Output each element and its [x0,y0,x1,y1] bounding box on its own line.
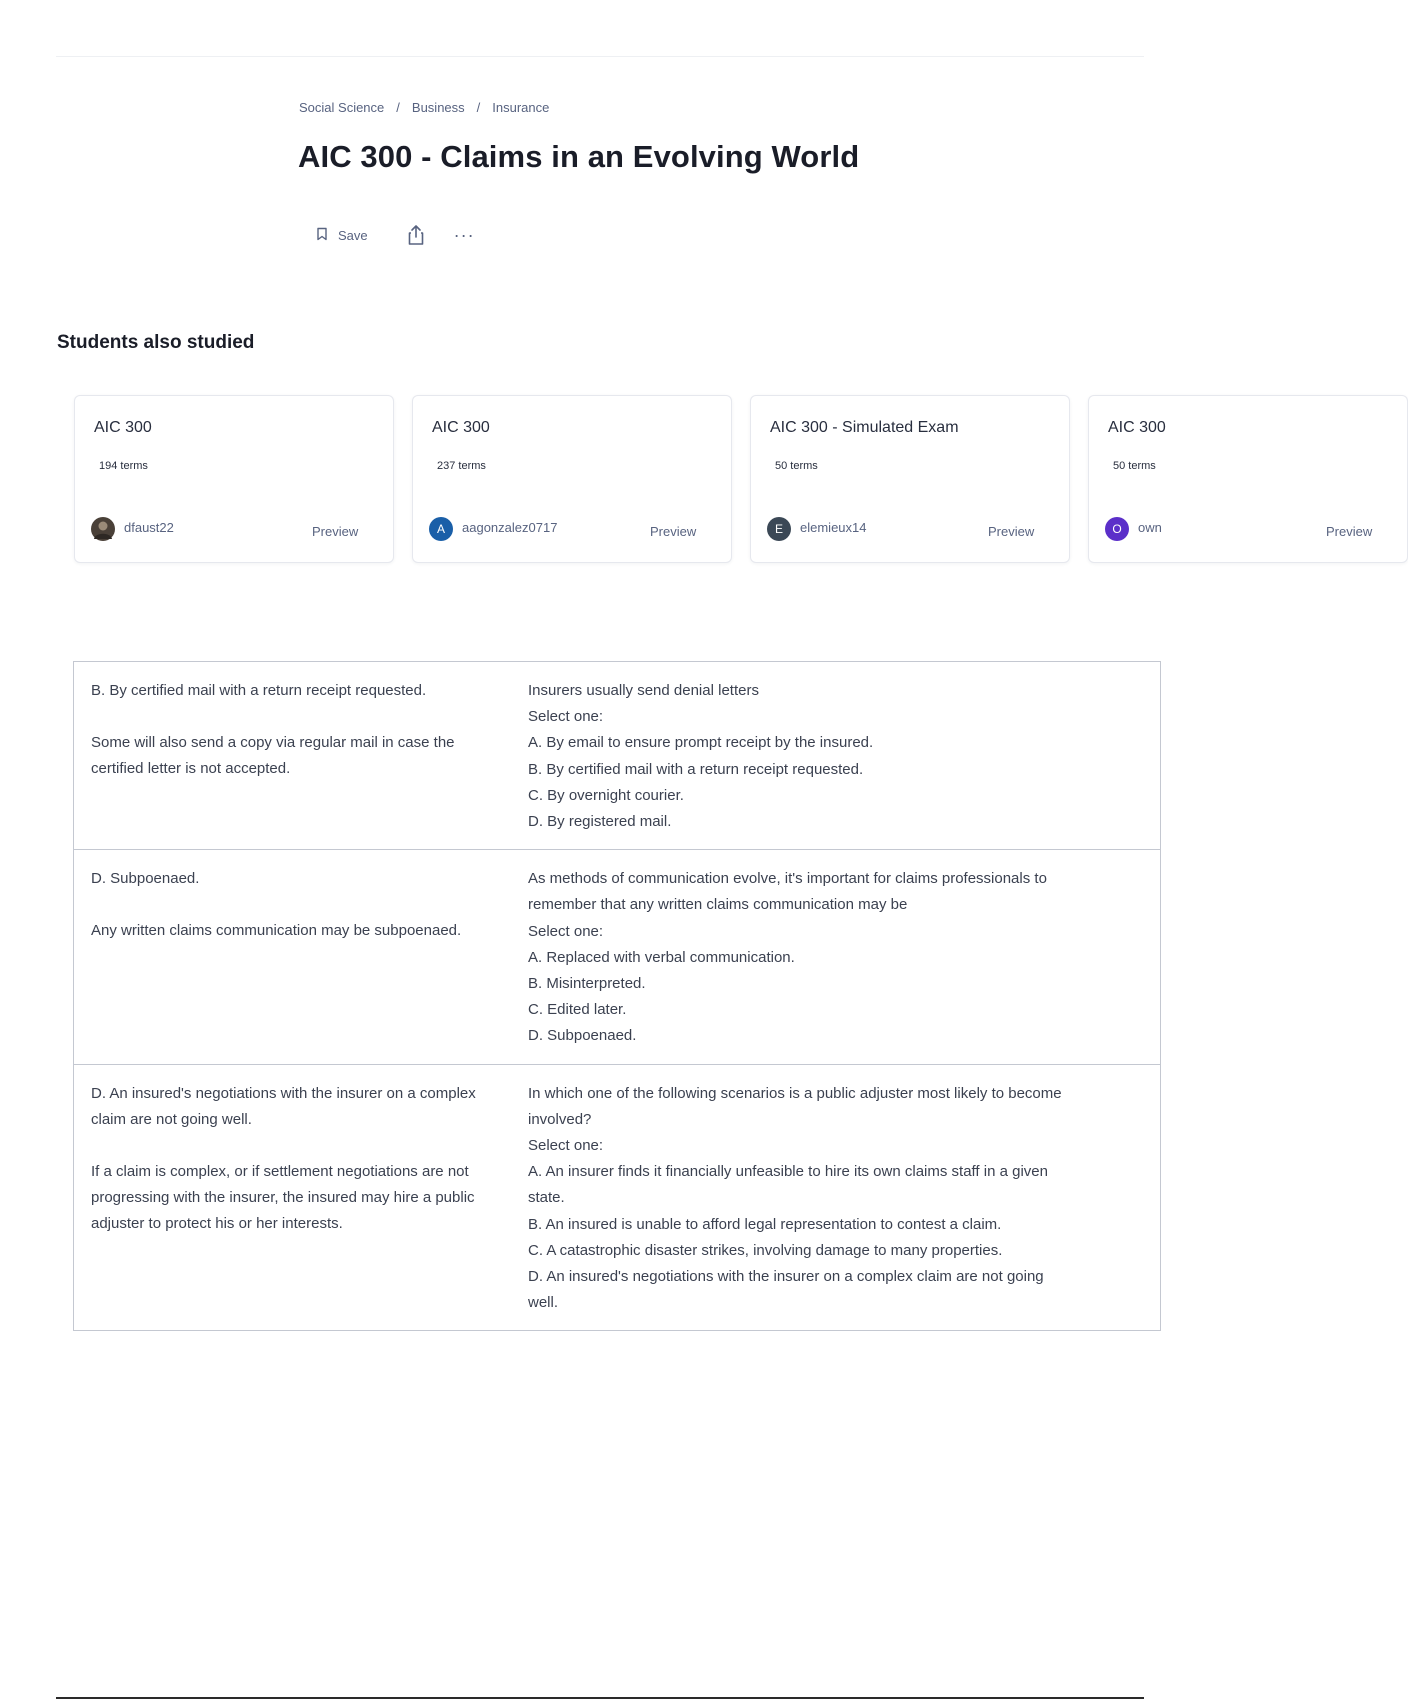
author-username[interactable]: dfaust22 [124,520,174,535]
answer-line: D. Subpoenaed. [91,870,200,888]
question-line: D. Subpoenaed. [528,1027,637,1045]
study-set-title[interactable]: AIC 300 - Simulated Exam [770,419,959,436]
term-count: 237 terms [437,460,486,472]
flashcard-row [74,1065,1160,1331]
answer-line: claim are not going well. [91,1110,252,1128]
avatar[interactable]: E [767,517,791,541]
question-line: well. [528,1294,559,1312]
question-line: involved? [528,1110,592,1128]
question-line: A. An insurer finds it financially unfeasible to hire its own claims staff in a given [528,1163,1048,1181]
flashcard-question [528,662,1160,849]
flashcard-answer [74,662,528,849]
question-line: Insurers usually send denial letters [528,682,759,699]
answer-line: Some will also send a copy via regular mail in case the [91,734,455,752]
preview-button[interactable]: Preview [1326,524,1373,539]
question-line: D. By registered mail. [528,813,672,831]
flashcard-question [528,1065,1160,1331]
answer-line: progressing with the insurer, the insured may hire a public [91,1189,475,1207]
students-also-studied-heading: Students also studied [57,332,255,353]
question-line: C. A catastrophic disaster strikes, involving damage to many properties. [528,1241,1003,1259]
related-sets-carousel [74,395,1373,567]
question-line: state. [528,1189,565,1207]
study-set-card[interactable] [1088,395,1408,563]
save-button[interactable] [316,227,368,243]
author-username[interactable]: elemieux14 [800,520,867,535]
term-count: 50 terms [1113,460,1156,472]
breadcrumb [299,100,549,115]
bottom-divider [56,1697,1144,1699]
preview-button[interactable]: Preview [312,524,359,539]
answer-line: adjuster to protect his or her interests. [91,1215,343,1233]
more-options-icon[interactable]: ··· [453,225,475,245]
avatar[interactable]: O [1105,517,1129,541]
related-sets-row [74,395,1373,563]
question-line: B. Misinterpreted. [528,975,646,993]
study-set-title[interactable]: AIC 300 [432,419,490,436]
breadcrumb-link-social-science[interactable]: Social Science [299,100,385,115]
preview-button[interactable]: Preview [988,524,1035,539]
author-username[interactable]: own [1138,520,1162,535]
flashcard-answer [74,850,528,1063]
question-line: Select one: [528,708,604,726]
study-set-card[interactable] [750,395,1070,563]
flashcard-table [73,661,1161,1331]
question-line: B. An insured is unable to afford legal representation to contest a claim. [528,1215,1002,1233]
save-label: Save [338,227,368,243]
share-icon[interactable] [406,224,426,246]
breadcrumb-link-business[interactable]: Business [411,100,465,115]
question-line: remember that any written claims communication may be [528,896,908,914]
study-set-title[interactable]: AIC 300 [1108,419,1166,436]
study-set-card[interactable] [74,395,394,563]
study-set-card[interactable] [412,395,732,563]
question-line: In which one of the following scenarios is a public adjuster most likely to become [528,1084,1062,1102]
answer-line: B. By certified mail with a return receipt requested. [91,682,427,699]
set-actions [316,224,475,246]
breadcrumb-separator: / [476,100,481,115]
question-line: A. Replaced with verbal communication. [528,948,795,966]
question-line: As methods of communication evolve, it's important for claims professionals to [528,870,1047,888]
breadcrumb-link-insurance[interactable]: Insurance [492,100,550,115]
flashcard-row [74,850,1160,1064]
answer-line [91,704,528,730]
preview-button[interactable]: Preview [650,524,697,539]
bookmark-icon [316,227,330,243]
profile-photo-icon [91,517,115,541]
flashcard-row [74,662,1160,850]
answer-line: D. An insured's negotiations with the insurer on a complex [91,1084,476,1102]
question-line: A. By email to ensure prompt receipt by the insured. [528,734,874,752]
answer-line: If a claim is complex, or if settlement negotiations are not [91,1163,469,1181]
answer-line: certified letter is not accepted. [91,760,291,778]
question-line: B. By certified mail with a return receipt requested. [528,760,864,778]
question-line: C. By overnight courier. [528,786,684,804]
term-count: 50 terms [775,460,818,472]
flashcard-answer [74,1065,528,1331]
answer-line [91,892,528,918]
avatar[interactable]: A [429,517,453,541]
question-line: Select one: [528,922,604,940]
breadcrumb-separator: / [396,100,400,115]
answer-line: Any written claims communication may be subpoenaed. [91,922,462,940]
question-line: C. Edited later. [528,1001,627,1019]
question-line: Select one: [528,1137,604,1155]
answer-line [91,1133,528,1159]
avatar[interactable] [91,517,115,541]
question-line: D. An insured's negotiations with the insurer on a complex claim are not going [528,1268,1044,1286]
author-username[interactable]: aagonzalez0717 [462,520,558,535]
page-title: AIC 300 - Claims in an Evolving World [298,139,860,174]
term-count: 194 terms [99,460,148,472]
study-set-title[interactable]: AIC 300 [94,419,152,436]
flashcard-question [528,850,1160,1063]
top-divider [56,56,1144,57]
